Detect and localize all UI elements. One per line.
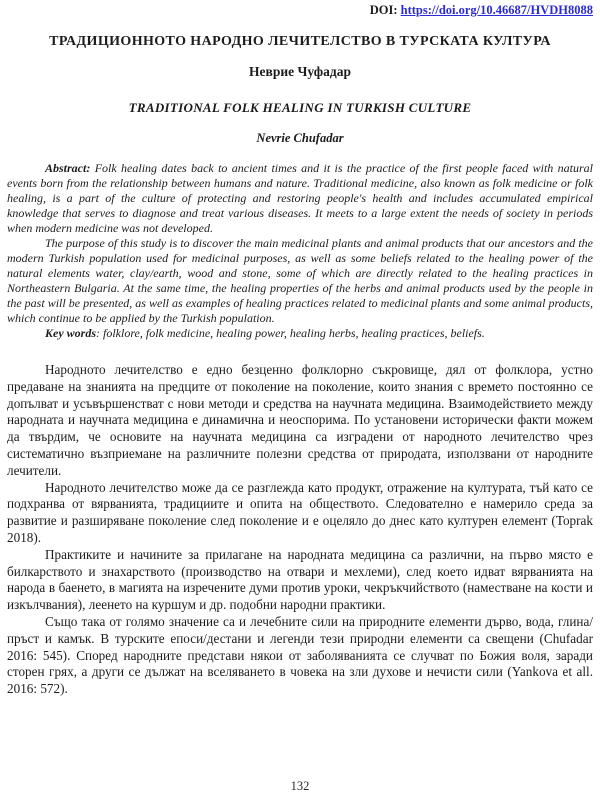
- keywords-paragraph: [7, 326, 593, 341]
- author-name-bulgarian: Неврие Чуфадар: [249, 64, 351, 79]
- abstract-text-1: Folk healing dates back to ancient times and it is the practice of the first people faced with natural events born from the relationship between humans and nature. Traditional medicine, also known as folk medicine or folk healing, is a part of the culture of protecting and restoring people's health and includes accumulated empirical knowledge that serves to diagnose and treat various diseases. It meets to a large extent the needs of society in periods when modern medicine was not developed.: [7, 161, 594, 235]
- doi-link[interactable]: https://doi.org/10.46687/HVDH8088: [400, 3, 593, 17]
- keywords-label: Key words: [45, 326, 96, 340]
- abstract-section: [7, 161, 593, 341]
- doi-label: DOI:: [369, 3, 398, 17]
- body-paragraph-1: Народното лечителство е едно безценно фолклорно съкровище, дял от фолклора, устно предаване на знанията на предците от поколение на поколение, които знания с времето постоянно се допълват и усъвършенстват с нови методи и средства на научната медицина. Взаимодействието между народната и научната медицина е динамична и неоспорима. По установени исторически факти можем да твърдим, че основите на научната медицина са изградени от народното лечителство чрез систематично възприемане на различните полезни средства от природата, използвани от народните лечители.: [7, 362, 593, 478]
- article-title-english: TRADITIONAL FOLK HEALING IN TURKISH CULTURE: [128, 100, 472, 115]
- author-name-english: Nevrie Chufadar: [256, 131, 344, 145]
- body-paragraph-3: Практиките и начините за прилагане на народната медицина са различни, на първо място е билкарството и знахарството (производство на отвари и мехлеми), след което идват вярванията на народа в баенето, в магията на изречените думи против уроки, чекръкчийството (наместване на кости и изкълчвания), леенето на куршум и др. подобни народни практики.: [7, 546, 593, 613]
- abstract-label: Abstract:: [45, 161, 91, 175]
- article-title-bulgarian: ТРАДИЦИОННОТО НАРОДНО ЛЕЧИТЕЛСТВО В ТУРСКАТА КУЛТУРА: [49, 34, 551, 49]
- keywords-text: : folklore, folk medicine, healing power, healing herbs, healing practices, beliefs.: [96, 326, 485, 340]
- body-paragraph-2: Народното лечителство може да се разглежда като продукт, отражение на културата, тъй като се подхранва от вярванията, традициите и опита на обществото. Следователно е намерило среда за развитие и разширяване поколение след поколение и е оцеляло до днес като културен елемент (Toprak 2018).: [7, 479, 593, 545]
- abstract-paragraph-1: [7, 161, 593, 236]
- article-body: [7, 362, 593, 698]
- body-paragraph-4: Също така от голямо значение са и лечебните сили на природните елементи дърво, вода, глина/пръст и камък. В турските епоси/дестани и легенди тези природни елементи са свещени (Chufadar 2016: 545). Според народните представи някои от заболяванията се случват по Божия воля, заради сторен грях, а други се дължат на вселяването в човека на зли духове и нечисти сили (Yankova et all. 2016: 572).: [7, 613, 593, 697]
- page-number: 132: [290, 779, 310, 793]
- abstract-paragraph-2: The purpose of this study is to discover the main medicinal plants and animal products that our ancestors and the modern Turkish population used for medicinal purposes, as well as some beliefs related to the healing power of the natural elements water, clay/earth, wood and stone, some of which are directly related to the healing practices in Northeastern Bulgaria. At the same time, the healing properties of the herbs and animal products used by the people in the past will be presented, as well as examples of healing practices related to medicinal plants and some animal products, which continue to be applied by the Turkish population.: [7, 236, 593, 325]
- doi-line: [7, 3, 593, 18]
